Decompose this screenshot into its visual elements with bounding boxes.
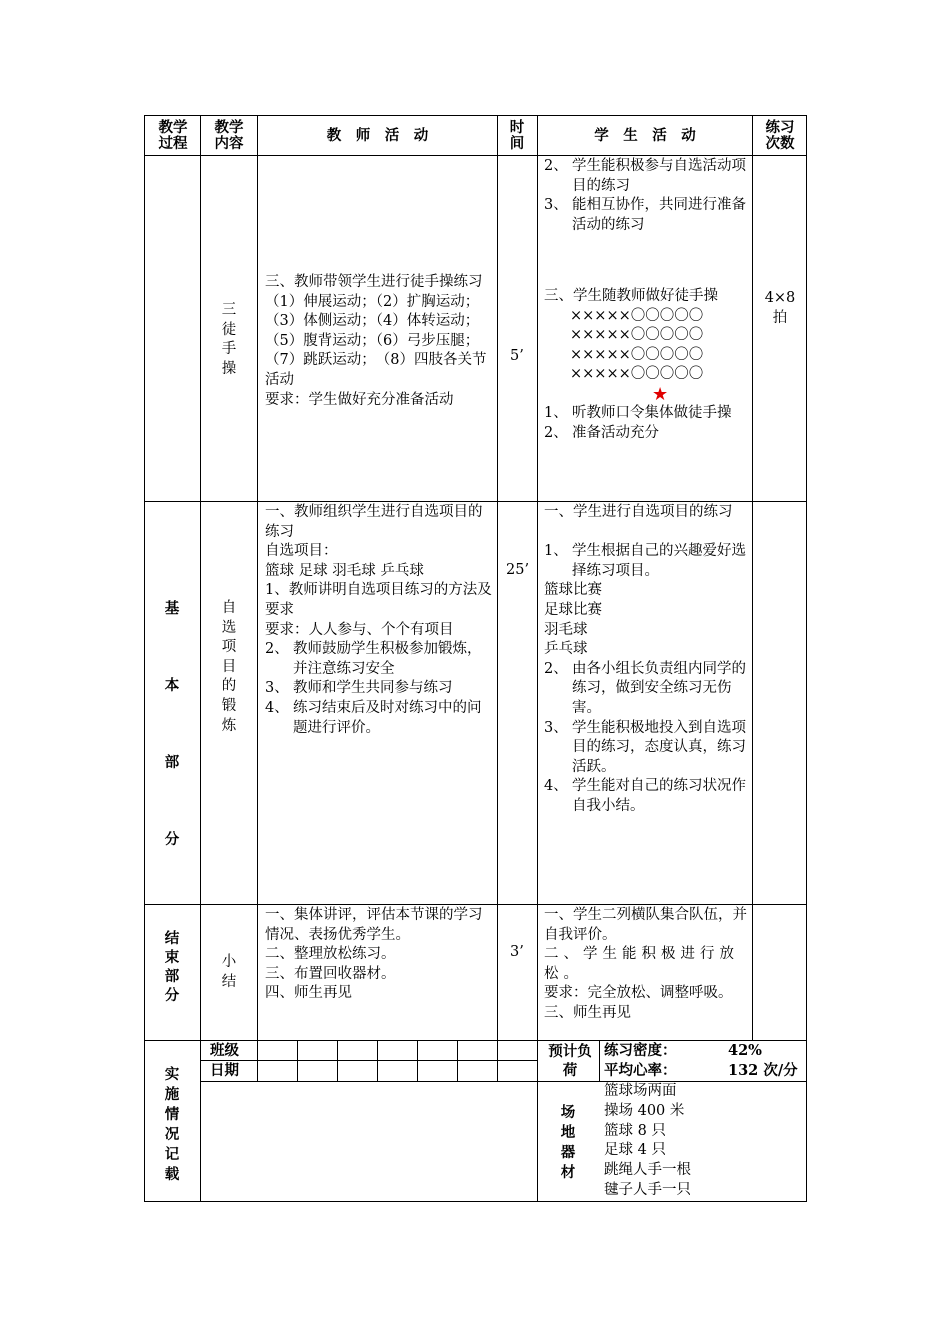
col-divider xyxy=(337,1040,338,1081)
formation-row: ×××××〇〇〇〇〇 xyxy=(570,366,704,383)
formation-row: ×××××〇〇〇〇〇 xyxy=(570,327,704,344)
main-time: 25’ xyxy=(506,562,530,578)
text-line: （3）体侧运动；（4）体转运动； xyxy=(265,313,480,330)
load-label: 预计负荷 xyxy=(548,1043,592,1079)
text-line: 一、教师组织学生进行自选项目的练习 xyxy=(265,504,483,540)
col-divider xyxy=(257,1040,258,1081)
text-line: 一、集体讲评，评估本节课的学习情况、表扬优秀学生。 xyxy=(265,907,483,943)
list-item: 1、 学生根据自己的兴趣爱好选择练习项目。 xyxy=(544,543,746,579)
text-line: 足球比赛 xyxy=(544,601,602,618)
text-line: 三、教师带领学生进行徒手操练习 xyxy=(265,274,483,290)
col-divider xyxy=(417,1040,418,1081)
list-item: 3、 教师和学生共同参与练习 xyxy=(265,680,453,697)
col-divider xyxy=(457,1040,458,1081)
text-line: 羽毛球 xyxy=(544,621,588,638)
venue-label: 场地器材 xyxy=(560,1104,576,1181)
row-divider xyxy=(144,501,806,502)
text-line: 篮球 足球 羽毛球 乒乓球 xyxy=(265,562,424,579)
list-item: 2、 学生能积极参与自选活动项目的练习 xyxy=(544,158,746,194)
text-line: 三、师生再见 xyxy=(544,1004,631,1021)
text-line: （7）跳跃运动； （8）四肢各关节活动 xyxy=(265,352,487,388)
list-item: 2、 教师鼓励学生积极参加锻炼，并注意练习安全 xyxy=(265,641,482,677)
warmup-student-top xyxy=(544,157,748,235)
ending-teacher-activity xyxy=(265,906,493,1004)
header-teacher: 教 师 活 动 xyxy=(326,127,429,144)
col-divider xyxy=(497,1040,498,1081)
heart-rate-label: 平均心率： xyxy=(604,1062,677,1079)
col-divider xyxy=(497,115,498,1040)
list-item: 操场 400 米 xyxy=(604,1102,685,1119)
text-line: 三、布置回收器材。 xyxy=(265,965,396,982)
text-line: 一、学生进行自选项目的练习 xyxy=(544,504,733,520)
list-item: 4、 练习结束后及时对练习中的问题进行评价。 xyxy=(265,699,482,736)
formation-row: ×××××〇〇〇〇〇 xyxy=(570,307,704,324)
text-line: 要求：人人参与、个个有项目 xyxy=(265,621,454,638)
col-divider xyxy=(200,1040,201,1201)
col-divider xyxy=(752,115,753,1040)
row-divider xyxy=(144,155,806,156)
warmup-teacher-activity xyxy=(265,273,493,410)
col-divider xyxy=(297,1040,298,1081)
list-item: 3、 学生能积极地投入到自选项目的练习，态度认真，练习活跃。 xyxy=(544,719,746,775)
ending-time: 3’ xyxy=(510,944,524,960)
main-teacher-activity xyxy=(265,503,493,738)
header-reps: 练习次数 xyxy=(765,119,795,152)
text-line: 乒乓球 xyxy=(544,641,588,658)
text-line: 要求：完全放松、调整呼吸。 xyxy=(544,985,733,1002)
lesson-plan-table xyxy=(144,115,806,1201)
main-process-label: 基本部分 xyxy=(164,600,180,848)
teacher-star-icon: ★ xyxy=(652,383,669,405)
ending-content-label: 小结 xyxy=(221,954,237,990)
text-line: 四、师生再见 xyxy=(265,985,352,1002)
list-item: 1、教师讲明自选项目练习的方法及要求 xyxy=(265,582,492,618)
class-label: 班级 xyxy=(210,1042,239,1059)
list-item: 篮球场两面 xyxy=(604,1083,677,1099)
list-item: 跳绳人手一根 xyxy=(604,1162,691,1179)
text-line: 自选项目： xyxy=(265,543,338,560)
text-line: 三、学生随教师做好徒手操 xyxy=(544,288,718,304)
warmup-reps: 4×8拍 xyxy=(764,290,796,326)
list-item: 4、 学生能对自己的练习状况作自我小结。 xyxy=(544,778,746,814)
list-item: 2、 由各小组长负责组内同学的练习，做到安全练习无伤害。 xyxy=(544,660,746,716)
list-item: 3、 能相互协作，共同进行准备活动的练习 xyxy=(544,197,746,233)
col-divider xyxy=(537,1040,538,1201)
col-divider xyxy=(537,115,538,1040)
density-label: 练习密度： xyxy=(604,1042,677,1059)
list-item: 2、 准备活动充分 xyxy=(544,424,659,441)
heart-rate-value: 132 次/分 xyxy=(728,1062,798,1079)
col-divider xyxy=(599,1040,600,1082)
header-student: 学 生 活 动 xyxy=(594,127,696,144)
text-line: 二、整理放松练习。 xyxy=(265,946,396,963)
text-line: 要求：学生做好充分准备活动 xyxy=(265,391,454,408)
venue-equipment-list xyxy=(604,1082,802,1201)
row-divider xyxy=(144,904,806,905)
density-value: 42% xyxy=(728,1042,762,1059)
list-item: 足球 4 只 xyxy=(604,1142,666,1159)
text-line: 篮球比赛 xyxy=(544,582,602,599)
record-process-label: 实施情况记载 xyxy=(164,1066,180,1183)
warmup-student-activity xyxy=(544,287,748,443)
col-divider xyxy=(377,1040,378,1081)
list-item: 毽子人手一只 xyxy=(604,1181,691,1198)
list-item: 1、 听教师口令集体做徒手操 xyxy=(544,404,732,421)
text-line: 二、学生能积极进行放松。 xyxy=(544,946,739,982)
text-line: （1）伸展运动；（2）扩胸运动； xyxy=(265,293,480,310)
ending-student-activity xyxy=(544,906,748,1040)
col-divider xyxy=(257,115,258,1040)
main-student-activity xyxy=(544,503,748,817)
main-content-label: 自选项目的锻炼 xyxy=(221,600,237,734)
formation-row: ×××××〇〇〇〇〇 xyxy=(570,346,704,363)
text-line: 一、学生二列横队集合队伍，并自我评价。 xyxy=(544,907,747,943)
warmup-content-label: 三徒手操 xyxy=(221,302,237,377)
header-time: 时间 xyxy=(509,119,525,152)
header-content: 教学内容 xyxy=(214,119,244,152)
ending-process-label: 结束部分 xyxy=(164,930,180,1004)
col-divider xyxy=(200,115,201,1040)
list-item: 篮球 8 只 xyxy=(604,1122,666,1139)
warmup-time: 5’ xyxy=(510,348,524,364)
header-process: 教学过程 xyxy=(158,119,188,152)
text-line: （5）腹背运动；（6）弓步压腿； xyxy=(265,332,480,349)
date-label: 日期 xyxy=(210,1062,239,1079)
